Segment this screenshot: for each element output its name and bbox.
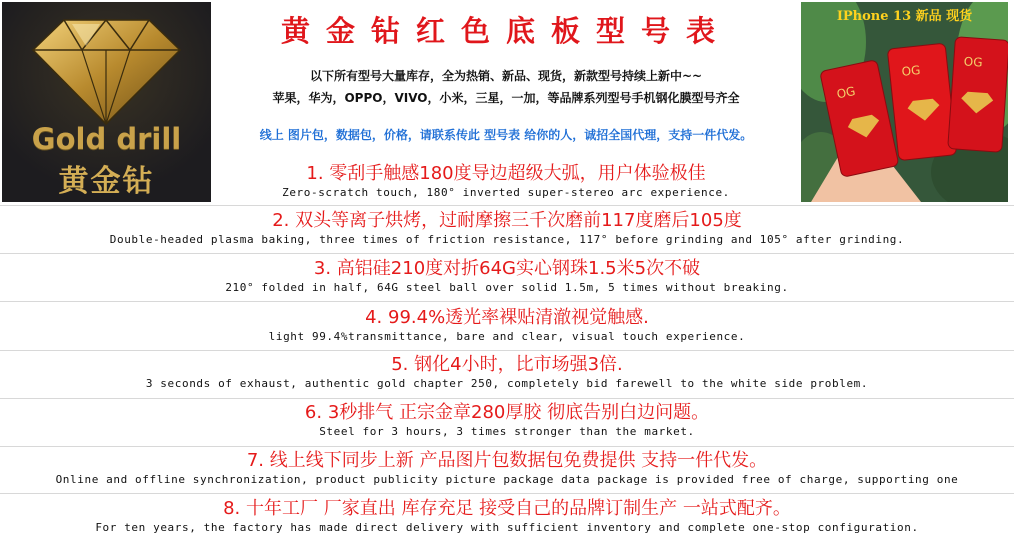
feature-en: Zero-scratch touch, 180° inverted super-stereo arc experience. <box>282 186 730 199</box>
feature-row <box>0 497 1014 535</box>
row-divider <box>0 301 1014 302</box>
feature-cn: 5. 钢化4小时，比市场强3倍. <box>391 354 623 375</box>
feature-en: Online and offline synchronization, product publicity picture package data package is provided free of charge, supporting one <box>55 473 959 486</box>
feature-cn: 7. 线上线下同步上新 产品图片包数据包免费提供 支持一件代发。 <box>246 450 768 471</box>
feature-en: 3 seconds of exhaust, authentic gold chapter 250, completely bid farewell to the white side problem. <box>145 377 869 390</box>
feature-en: For ten years, the factory has made direct delivery with sufficient inventory and complete one-stop configuration. <box>95 521 919 534</box>
feature-row <box>0 401 1014 439</box>
box-text: OG <box>835 83 857 102</box>
feature-cn: 3. 高铝硅210度对折64G实心钢珠1.5米5次不破 <box>313 258 701 279</box>
feature-cn: 8. 十年工厂 厂家直出 库存充足 接受自己的品牌订制生产 一站式配齐。 <box>223 498 791 519</box>
header-line-3: 线上 图片包，数据包，价格，请联系传此 型号表 给你的人，诚招全国代理，支持一件代发。 <box>259 128 753 142</box>
product-photo-image <box>801 2 1008 202</box>
row-divider <box>0 253 1014 254</box>
box-text: OG <box>963 54 984 70</box>
feature-cn: 4. 99.4%透光率裸贴清澈视觉触感. <box>365 307 649 328</box>
row-divider <box>0 446 1014 447</box>
feature-cn: 2. 双头等离子烘烤，过耐摩擦三千次磨前117度磨后105度 <box>272 210 742 231</box>
row-divider <box>0 398 1014 399</box>
feature-row <box>0 209 1014 247</box>
feature-row <box>0 353 1014 391</box>
feature-row <box>214 162 798 200</box>
logo-name-en: Gold drill <box>31 122 182 156</box>
brand-logo <box>2 2 211 202</box>
header-line-2: 苹果，华为，OPPO，VIVO，小米，三星，一加，等品牌系列型号手机钢化膜型号齐全 <box>272 91 740 105</box>
feature-en: 210° folded in half, 64G steel ball over solid 1.5m, 5 times without breaking. <box>225 281 789 294</box>
row-divider <box>0 205 1014 206</box>
row-divider <box>0 493 1014 494</box>
product-photo <box>801 2 1008 202</box>
logo-name-cn: 黄金钻 <box>58 164 155 199</box>
feature-cn: 6. 3秒排气 正宗金章280厚胶 彻底告别白边问题。 <box>304 402 710 423</box>
feature-en: Double-headed plasma baking, three times of friction resistance, 117° before grinding and 105° after grinding. <box>109 233 905 246</box>
header-line-1: 以下所有型号大量库存，全为热销、新品、现货，新款型号持续上新中~~ <box>309 69 703 83</box>
feature-en: Steel for 3 hours, 3 times stronger than the market. <box>319 425 695 438</box>
page-title: 黄金钻红色底板型号表 <box>280 14 731 48</box>
box-text: OG <box>901 62 922 79</box>
photo-label: IPhone 13 新品 现货 <box>836 9 973 24</box>
feature-row <box>0 306 1014 344</box>
feature-row <box>0 257 1014 295</box>
feature-cn: 1. 零刮手触感180度导边超级大弧，用户体验极佳 <box>306 163 706 184</box>
feature-row <box>0 449 1014 487</box>
row-divider <box>0 350 1014 351</box>
feature-en: light 99.4%transmittance, bare and clear, visual touch experience. <box>268 330 746 343</box>
